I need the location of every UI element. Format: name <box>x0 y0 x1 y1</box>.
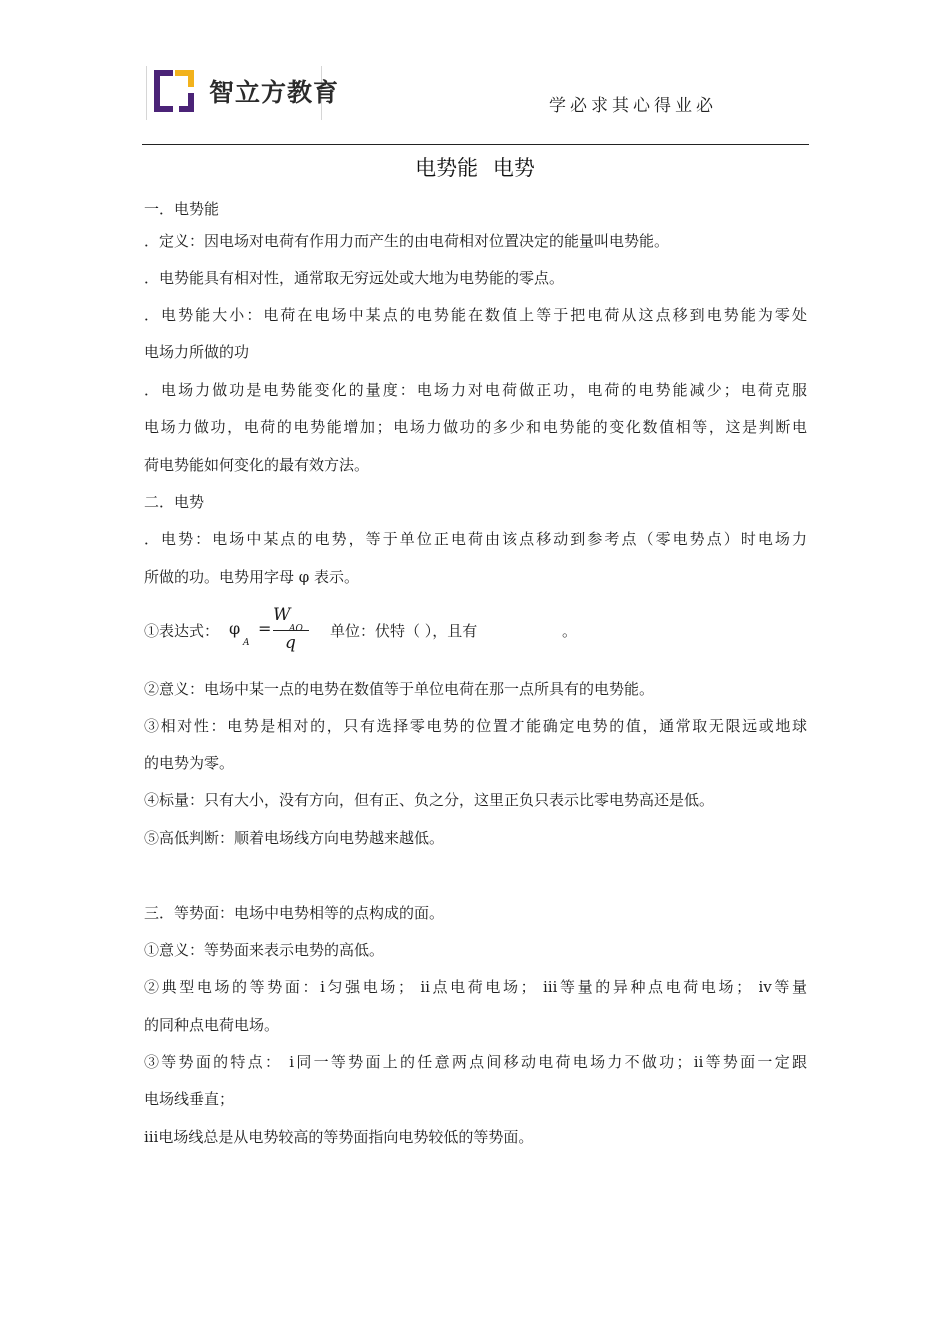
formula-numerator: W <box>273 605 291 625</box>
section-heading: 二．电势 <box>144 493 205 511</box>
page-title: 电势能 电势 <box>415 156 535 180</box>
formula-subscript-a: A <box>243 638 250 648</box>
formula-end: 。 <box>562 622 578 640</box>
paragraph: ④标量：只有大小，没有方向，但有正、负之分，这里正负只表示比零电势高还是低。 <box>144 791 715 809</box>
logo <box>146 66 340 120</box>
paragraph-cont: 电场力做功，电荷的电势能增加；电场力做功的多少和电势能的变化数值相等，这是判断电 <box>144 418 807 436</box>
header-motto: 学必求其心得业必 <box>549 96 717 116</box>
section-heading: 一．电势能 <box>144 200 220 218</box>
logo-mark-icon <box>151 69 195 113</box>
paragraph: ⅲ电场线总是从电势较高的等势面指向电势较低的等势面。 <box>144 1128 534 1146</box>
paragraph-cont: 电场力所做的功 <box>144 343 250 361</box>
paragraph: ．电势能大小：电荷在电场中某点的电势能在数值上等于把电荷从这点移到电势能为零处 <box>144 306 807 324</box>
paragraph-cont: 的同种点电荷电场。 <box>144 1016 280 1034</box>
paragraph: ①意义：等势面来表示电势的高低。 <box>144 941 385 959</box>
formula-label: ①表达式： <box>144 622 220 640</box>
logo-text: 智立方教育 <box>209 78 340 107</box>
fraction-bar <box>273 630 309 631</box>
section-heading: 三．等势面：电场中电势相等的点构成的面。 <box>144 904 445 922</box>
paragraph: ．电势能具有相对性，通常取无穷远处或大地为电势能的零点。 <box>144 269 565 287</box>
formula-unit: 单位：伏特（ ），且有 <box>330 622 478 640</box>
header-divider <box>142 144 809 145</box>
formula-denominator: q <box>285 633 296 653</box>
paragraph-cont: 的电势为零。 <box>144 754 235 772</box>
paragraph: ⑤高低判断：顺着电场线方向电势越来越低。 <box>144 829 445 847</box>
paragraph: ③相对性：电势是相对的，只有选择零电势的位置才能确定电势的值，通常取无限远或地球 <box>144 717 807 735</box>
paragraph: ②典型电场的等势面：ⅰ匀强电场； ⅱ点电荷电场； ⅲ等量的异种点电荷电场； ⅳ等量 <box>144 978 807 996</box>
paragraph: ③等势面的特点： ⅰ同一等势面上的任意两点间移动电荷电场力不做功；ⅱ等势面一定跟 <box>144 1053 807 1071</box>
formula-subscript-ao: AO <box>289 624 303 634</box>
paragraph-cont: 所做的功。电势用字母 φ 表示。 <box>144 568 360 586</box>
paragraph: ．电场力做功是电势能变化的量度：电场力对电荷做正功，电荷的电势能减少；电荷克服 <box>144 381 807 399</box>
formula-phi: φ <box>229 619 241 638</box>
paragraph-cont: 荷电势能如何变化的最有效方法。 <box>144 456 370 474</box>
paragraph: ．定义：因电场对电荷有作用力而产生的由电荷相对位置决定的能量叫电势能。 <box>144 232 670 250</box>
formula-equals: = <box>258 619 272 638</box>
paragraph-cont: 电场线垂直； <box>144 1090 235 1108</box>
paragraph: ．电势：电场中某点的电势，等于单位正电荷由该点移动到参考点（零电势点）时电场力 <box>144 530 807 548</box>
paragraph: ②意义：电场中某一点的电势在数值等于单位电荷在那一点所具有的电势能。 <box>144 680 655 698</box>
